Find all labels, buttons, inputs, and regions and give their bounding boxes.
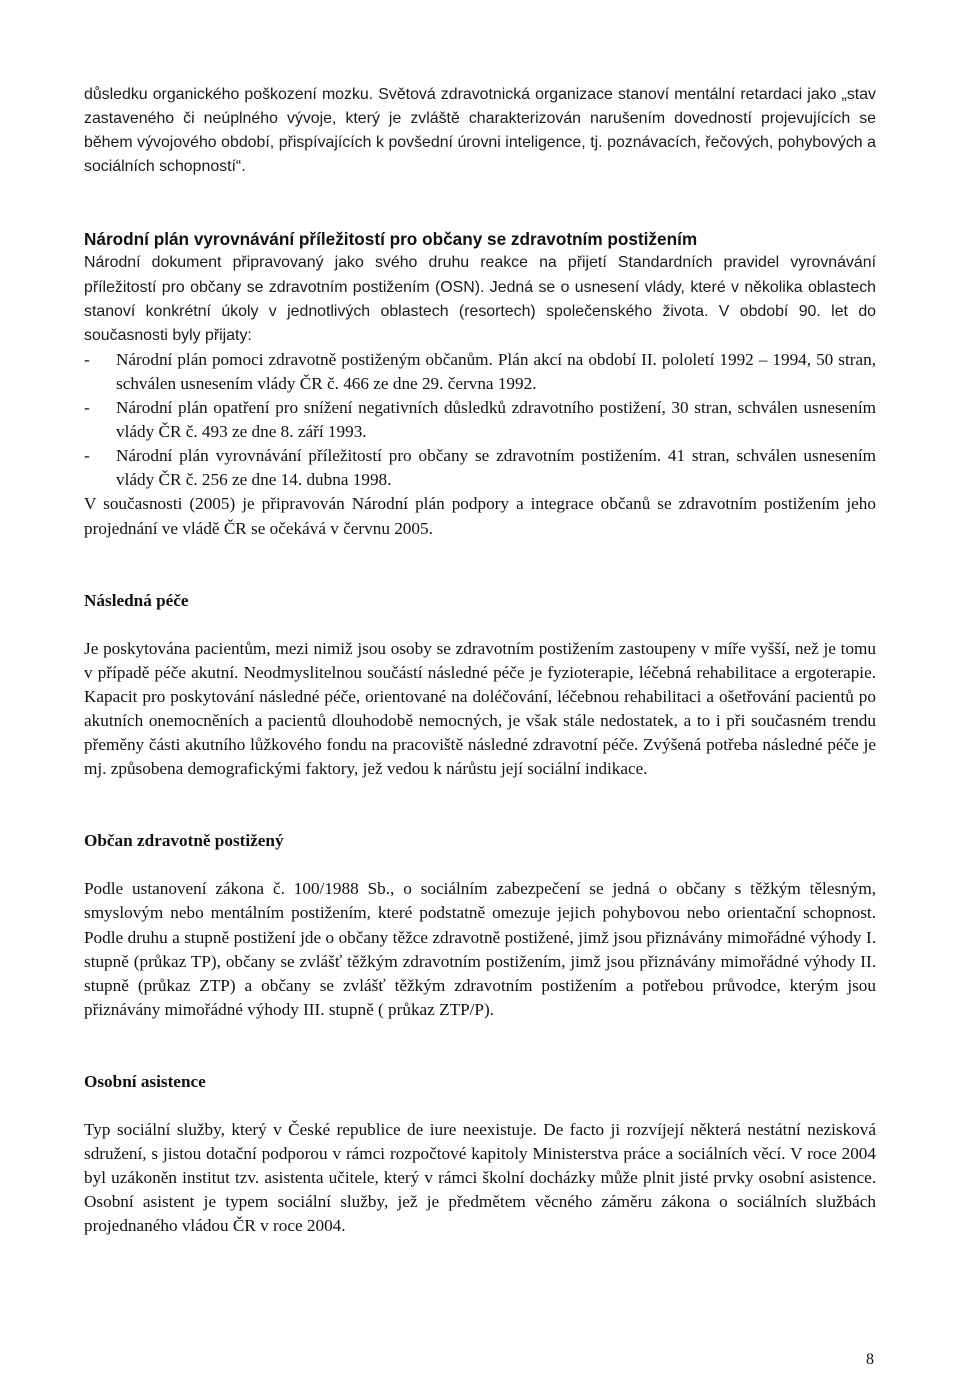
section-heading-national-plan: Národní plán vyrovnávání příležitostí pro občany se zdravotním postižením (84, 229, 698, 250)
section-follow-up-care (84, 589, 876, 782)
dash-bullet: - (84, 398, 90, 418)
document-page (84, 83, 876, 1238)
list-item-text: Národní plán opatření pro snížení negativních důsledků zdravotního postižení, 30 stran, schválen usnesením vlády ČR č. 493 ze dne 8. září 1993. (116, 398, 876, 442)
list-item (84, 444, 876, 492)
list-item-text: Národní plán pomoci zdravotně postiženým občanům. Plán akcí na období II. pololetí 1992 – 1994, 50 stran, schválen usnesením vlády ČR č. 466 ze dne 29. června 1992. (116, 349, 876, 393)
intro-paragraph: důsledku organického poškození mozku. Světová zdravotnická organizace stanoví mentální retardaci jako „stav zastaveného či neúplného vývoje, který je zvláště charakterizován narušením dovedností projevujících se během vývojového období, přispívajících k povšední úrovni inteligence, tj. poznávacích, řečových, pohybových a sociálních schopností“. (84, 86, 876, 176)
dash-bullet: - (84, 446, 90, 466)
section-disabled-citizen (84, 829, 876, 1022)
page-number: 8 (866, 1351, 874, 1368)
section-heading-personal-assistance: Osobní asistence (84, 1071, 206, 1091)
list-item (84, 348, 876, 396)
dash-bullet: - (84, 349, 90, 369)
section-heading-disabled-citizen: Občan zdravotně postižený (84, 831, 284, 851)
section-national-plan (84, 227, 876, 540)
national-plan-list (84, 348, 876, 493)
disabled-citizen-paragraph: Podle ustanovení zákona č. 100/1988 Sb., o sociálním zabezpečení se jedná o občany s těžkým tělesným, smyslovým nebo mentálním postižením, které podstatně omezuje jejich pohybovou nebo orientační schopnost. Podle druhu a stupně postižení jde o občany těžce zdravotně postižené, jimž jsou přiznávány mimořádné výhody I. stupně (průkaz TP), občany se zvlášť těžkým zdravotním postižením, jimž jsou přiznávány mimořádné výhody II. stupně (průkaz ZTP) a občany se zvlášť těžkým zdravotním postižením a potřebou průvodce, kterým jsou přiznávány mimořádné výhody III. stupně ( průkaz ZTP/P). (84, 879, 876, 1019)
follow-up-care-paragraph: Je poskytována pacientům, mezi nimiž jsou osoby se zdravotním postižením zastoupeny v míře vyšší, než je tomu v případě péče akutní. Neodmyslitelnou součástí následné péče je fyzioterapie, léčebná rehabilitace a ergoterapie. Kapacit pro poskytování následné péče, orientované na doléčování, léčebnou rehabilitaci a ošetřování pacientů po akutních onemocněních a pacientů dlouhodobě nemocných, je však stále nedostatek, a to i při současném trendu přeměny části akutního lůžkového fondu na pracoviště následné zdravotní péče. Zvýšená potřeba následné péče je mj. způsobena demografickými faktory, jež vedou k nárůstu její sociální indikace. (84, 638, 876, 779)
national-plan-paragraph: Národní dokument připravovaný jako svého druhu reakce na přijetí Standardních pravidel vyrovnávání příležitostí pro občany se zdravotním postižením (OSN). Jedná se o usnesení vlády, které v několika oblastech stanoví konkrétní úkoly v jednotlivých oblastech (resortech) společenského života. V období 90. let do současnosti byly přijaty: (84, 254, 876, 344)
section-personal-assistance (84, 1070, 876, 1239)
personal-assistance-paragraph: Typ sociální služby, který v České republice de iure neexistuje. De facto ji rozvíjejí některá nestátní nezisková sdružení, s jistou dotační podporou v rámci rozpočtové kapitoly Ministerstva práce a sociálních věcí. V roce 2004 byl uzákoněn institut tzv. asistenta učitele, který v rámci školní docházky může plnit jisté prvky osobní asistence. Osobní asistent je typem sociální služby, jež je předmětem věcného záměru zákona o sociálních službách projednaného vládou ČR v roce 2004. (84, 1120, 876, 1236)
section-heading-follow-up-care: Následná péče (84, 590, 189, 610)
list-item-text: Národní plán vyrovnávání příležitostí pro občany se zdravotním postižením. 41 stran, schválen usnesením vlády ČR č. 256 ze dne 14. dubna 1998. (116, 446, 876, 490)
list-item (84, 396, 876, 444)
national-plan-closing: V současnosti (2005) je připravován Národní plán podpory a integrace občanů se zdravotním postižením jeho projednání ve vládě ČR se očekává v červnu 2005. (84, 494, 876, 538)
